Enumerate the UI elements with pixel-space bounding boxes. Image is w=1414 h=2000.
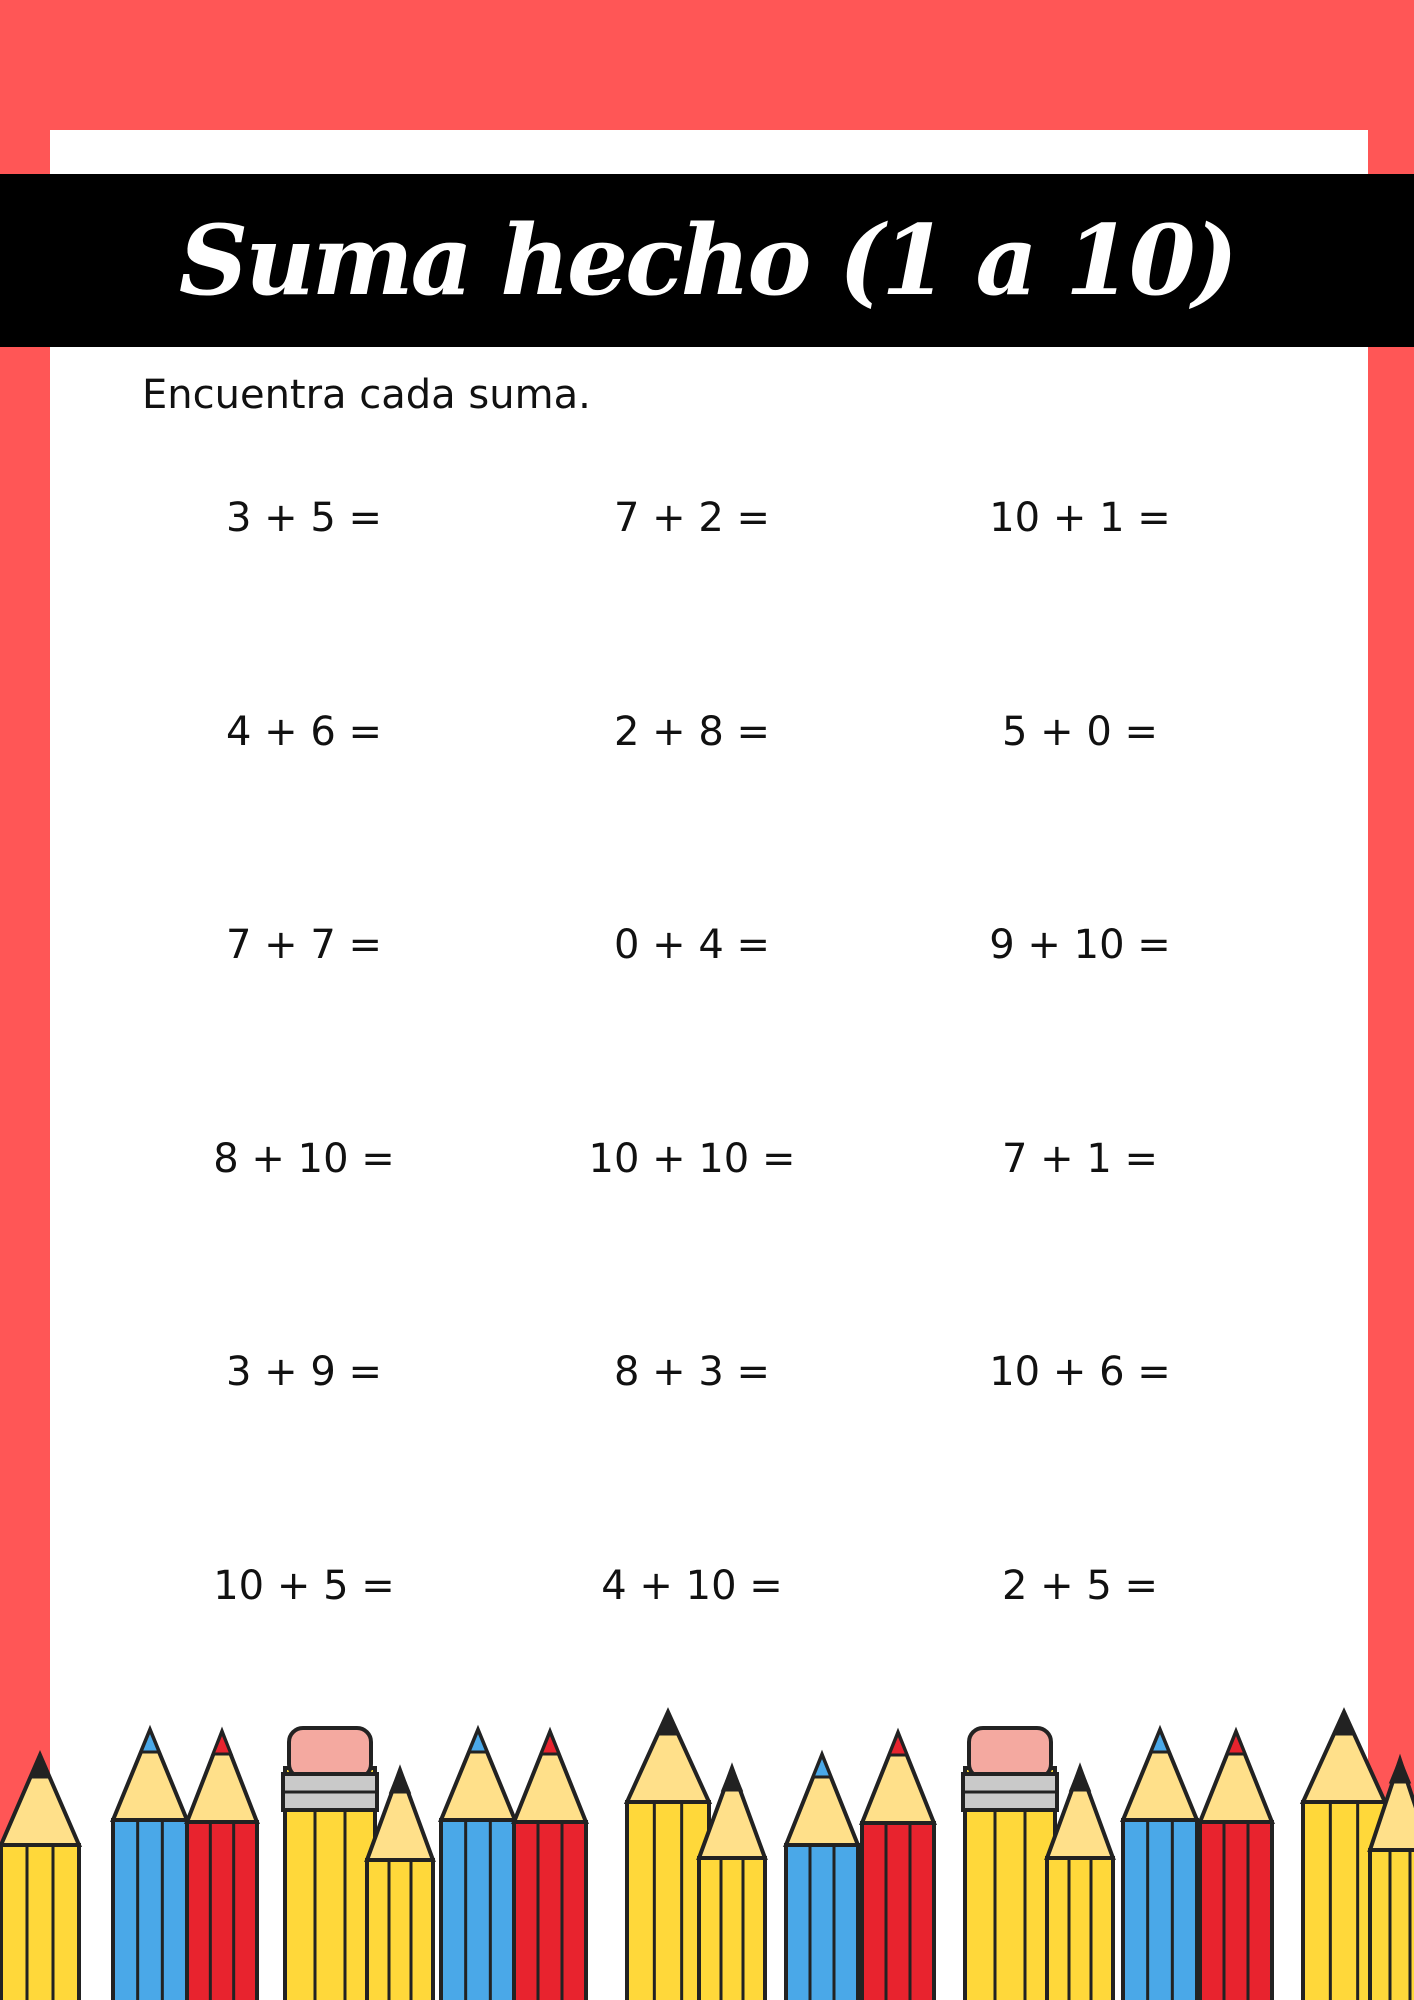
problem-8: 0 + 4 =: [613, 922, 771, 968]
problem-7: 7 + 7 =: [225, 922, 383, 968]
pencil-10: [786, 1755, 858, 2000]
pencil-7: [514, 1732, 586, 2000]
pencil-2: [113, 1730, 187, 2000]
problem-3: 10 + 1 =: [989, 495, 1171, 541]
pencil-11: [862, 1733, 934, 2000]
pencil-15: [1200, 1732, 1272, 2000]
instructions: Encuentra cada suma.: [142, 372, 591, 418]
pencil-14: [1123, 1730, 1197, 2000]
problem-13: 3 + 9 =: [225, 1349, 383, 1395]
pencil-1: [1, 1755, 79, 2000]
problem-16: 10 + 5 =: [213, 1562, 395, 1609]
problem-15: 10 + 6 =: [989, 1349, 1171, 1395]
problem-12: 7 + 1 =: [1001, 1135, 1159, 1182]
pencil-8: [627, 1712, 709, 2000]
title-band: [0, 174, 1414, 347]
pencil-6: [441, 1730, 515, 2000]
pencil-4: [283, 1728, 377, 2000]
problem-4: 4 + 6 =: [225, 708, 383, 755]
pencil-12: [963, 1728, 1057, 2000]
problem-2: 7 + 2 =: [613, 495, 771, 541]
problem-11: 10 + 10 =: [588, 1135, 796, 1182]
problem-9: 9 + 10 =: [989, 922, 1171, 968]
problem-17: 4 + 10 =: [601, 1562, 783, 1609]
pencil-3: [187, 1732, 257, 2000]
problem-grid: [0, 488, 1414, 1769]
problem-5: 2 + 8 =: [613, 708, 771, 755]
problem-18: 2 + 5 =: [1001, 1562, 1159, 1609]
problem-10: 8 + 10 =: [213, 1135, 395, 1182]
pencil-border-illustration: [0, 1700, 1414, 2000]
problem-14: 8 + 3 =: [613, 1349, 771, 1395]
problem-1: 3 + 5 =: [225, 495, 383, 541]
worksheet-title: Suma hecho (1 a 10): [178, 203, 1236, 317]
problem-6: 5 + 0 =: [1001, 708, 1159, 755]
